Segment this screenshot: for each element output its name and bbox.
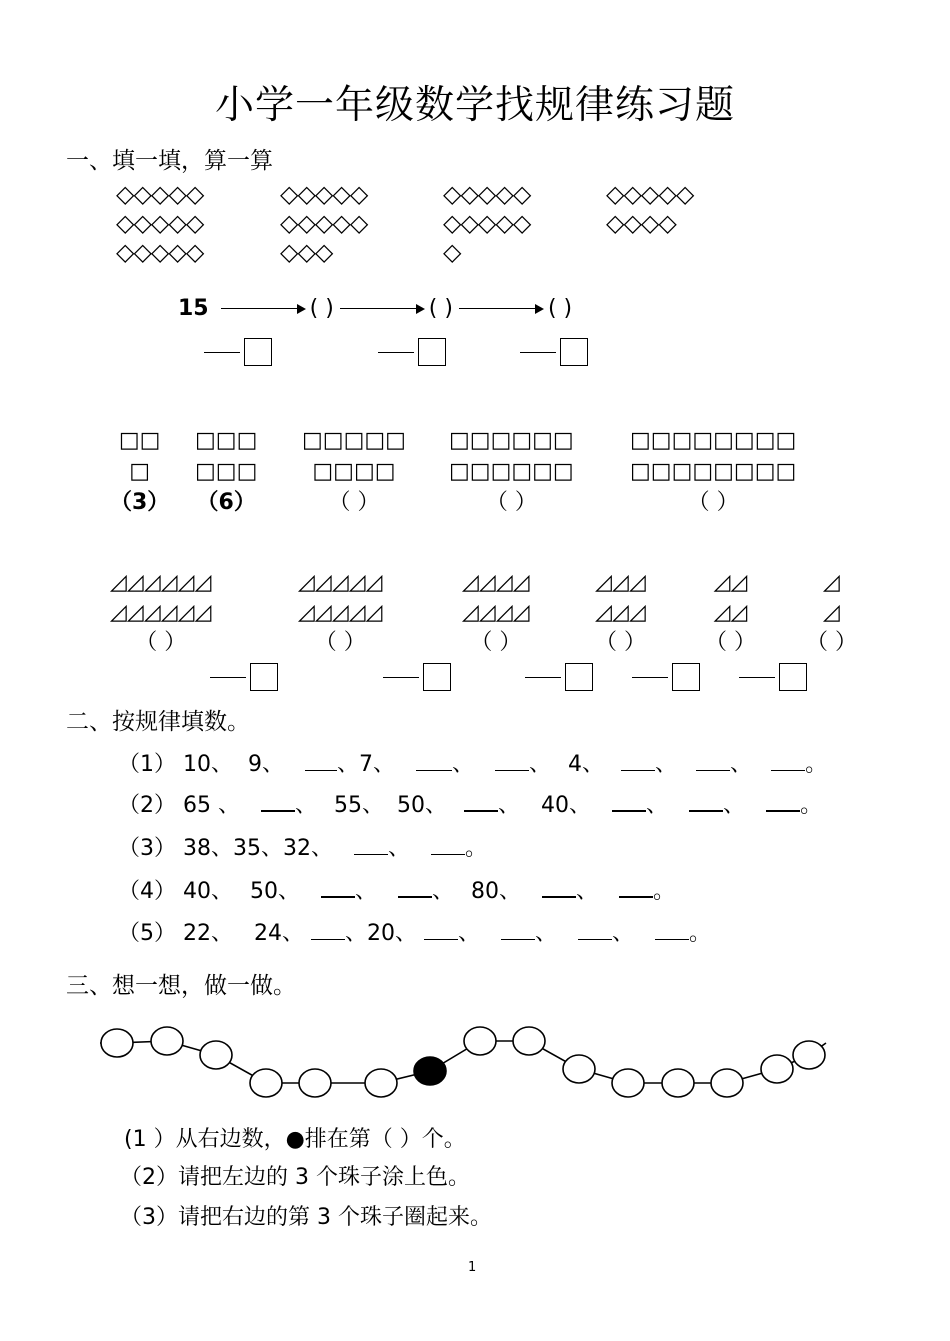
section2-heading: 二、按规律填数。: [66, 709, 250, 735]
answer-blank[interactable]: [619, 878, 653, 898]
arrow-chain: [178, 296, 572, 321]
triangle-group-5: ◿◿ ◿◿ （ ）: [705, 570, 756, 655]
answer-blank[interactable]: [612, 792, 646, 812]
answer-blank[interactable]: [771, 752, 805, 771]
answer-blank[interactable]: [696, 752, 730, 771]
diamond-group-4: ◇◇◇◇◇ ◇◇◇◇: [606, 180, 694, 237]
answer-blank[interactable]: [655, 921, 689, 940]
diamond-group-3: ◇◇◇◇◇ ◇◇◇◇◇ ◇: [443, 180, 531, 266]
sequence-line-2: （2） 65 、 、 55、 50、 、 40、 、 、 。: [118, 793, 823, 818]
answer-blank[interactable]: [311, 921, 345, 940]
triangle-group-2: ◿◿◿◿◿ ◿◿◿◿◿ （ ）: [298, 570, 383, 655]
square-group-1: □□ □ （3）: [110, 428, 170, 515]
answer-blank[interactable]: ( ): [547, 296, 573, 321]
section3-heading: 三、想一想，做一做。: [66, 973, 296, 999]
bead[interactable]: [612, 1069, 644, 1097]
question-3: （3）请把右边的第 3 个珠子圈起来。: [120, 1205, 492, 1230]
answer-blank[interactable]: [689, 792, 723, 812]
bead[interactable]: [711, 1069, 743, 1097]
minus-box[interactable]: [383, 663, 451, 691]
answer-blank[interactable]: [416, 752, 452, 771]
bead[interactable]: [662, 1069, 694, 1097]
minus-box[interactable]: [378, 338, 446, 366]
page-number: 1: [468, 1260, 477, 1275]
answer-blank[interactable]: ( ): [428, 296, 453, 321]
sequence-line-4: （4） 40、 50、 、 、 80、 、 。: [118, 879, 676, 904]
minus-box[interactable]: [520, 338, 588, 366]
bead[interactable]: [299, 1069, 331, 1097]
answer-blank[interactable]: [621, 752, 655, 771]
answer-blank[interactable]: [354, 836, 388, 855]
arrow-icon: [340, 304, 425, 314]
answer-blank[interactable]: [305, 752, 337, 771]
bead[interactable]: [464, 1027, 496, 1055]
answer-blank[interactable]: [321, 878, 355, 898]
square-group-4: □□□□□□ □□□□□□ （ ）: [449, 428, 574, 515]
bead[interactable]: [250, 1069, 282, 1097]
minus-box[interactable]: [739, 663, 807, 691]
arrow-start-number: 15: [178, 296, 209, 321]
answer-blank[interactable]: [501, 921, 535, 940]
minus-box[interactable]: [210, 663, 278, 691]
answer-blank[interactable]: ( ): [309, 296, 334, 321]
answer-blank[interactable]: [578, 921, 612, 940]
minus-box[interactable]: [204, 338, 272, 366]
bead-string: [0, 1010, 950, 1110]
diamond-group-1: ◇◇◇◇◇ ◇◇◇◇◇ ◇◇◇◇◇: [116, 180, 204, 266]
answer-blank[interactable]: [398, 878, 432, 898]
diamond-group-2: ◇◇◇◇◇ ◇◇◇◇◇ ◇◇◇: [280, 180, 368, 266]
triangle-group-4: ◿◿◿ ◿◿◿ （ ）: [595, 570, 646, 655]
triangle-group-6: ◿ ◿ （ ）: [806, 570, 857, 655]
bead[interactable]: [513, 1027, 545, 1055]
arrow-icon: [221, 304, 306, 314]
answer-blank[interactable]: [261, 792, 295, 812]
page-title: 小学一年级数学找规律练习题: [214, 83, 735, 128]
triangle-group-1: ◿◿◿◿◿◿ ◿◿◿◿◿◿ （ ）: [110, 570, 212, 655]
bead[interactable]: [101, 1029, 133, 1057]
bead[interactable]: [563, 1055, 595, 1083]
triangle-group-3: ◿◿◿◿ ◿◿◿◿ （ ）: [462, 570, 530, 655]
bead[interactable]: [761, 1055, 793, 1083]
sequence-line-3: （3） 38、35、32、 、 。: [118, 836, 488, 861]
answer-blank[interactable]: [431, 836, 465, 855]
square-group-5: □□□□□□□□ □□□□□□□□ （ ）: [630, 428, 797, 515]
question-1: (1 ）从右边数，●排在第（ ）个。: [124, 1127, 466, 1152]
answer-blank[interactable]: [424, 921, 458, 940]
sequence-line-5: （5） 22、 24、 、20、 、 、 、 。: [118, 921, 712, 946]
bead[interactable]: [365, 1069, 397, 1097]
question-2: （2）请把左边的 3 个珠子涂上色。: [120, 1165, 470, 1190]
bead[interactable]: [793, 1041, 825, 1069]
black-bead[interactable]: [414, 1057, 446, 1085]
square-group-2: □□□ □□□ （6）: [195, 428, 258, 515]
sequence-line-1: （1） 10、 9、 、7、 、 、 4、 、 、 。: [118, 752, 828, 777]
bead[interactable]: [151, 1027, 183, 1055]
answer-blank[interactable]: [766, 792, 800, 812]
bead[interactable]: [200, 1041, 232, 1069]
square-group-3: □□□□□ □□□□ （ ）: [302, 428, 406, 515]
answer-blank[interactable]: [495, 752, 529, 771]
arrow-icon: [459, 304, 544, 314]
section1-heading: 一、填一填，算一算: [66, 148, 273, 174]
answer-blank[interactable]: [542, 878, 576, 898]
minus-box[interactable]: [632, 663, 700, 691]
answer-blank[interactable]: [464, 792, 498, 812]
minus-box[interactable]: [525, 663, 593, 691]
